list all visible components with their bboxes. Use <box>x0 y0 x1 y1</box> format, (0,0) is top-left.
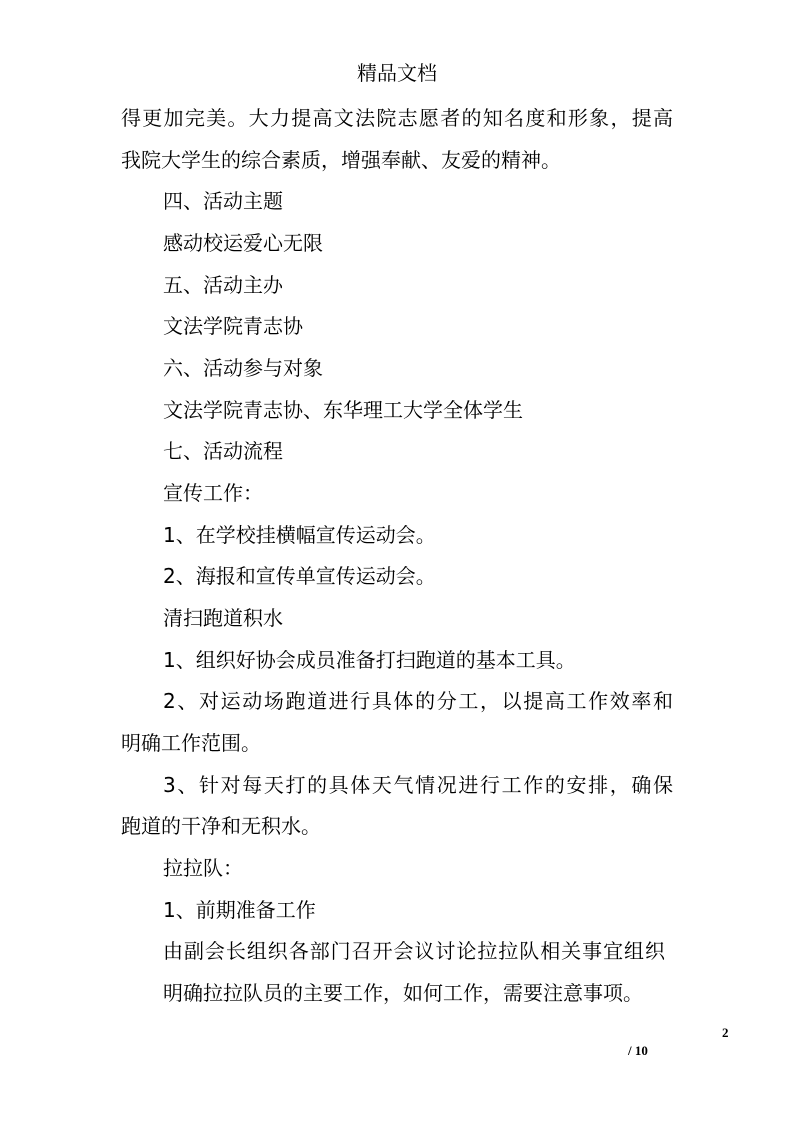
section-heading: 四、活动主题 <box>163 189 283 213</box>
section-heading: 六、活动参与对象 <box>163 356 323 380</box>
list-item: 2、海报和宣传单宣传运动会。 <box>163 564 436 588</box>
list-item: 2、对运动场跑道进行具体的分工，以提高工作效率和 <box>163 689 673 713</box>
list-item: 1、前期准备工作 <box>163 898 316 922</box>
subheading: 拉拉队： <box>163 856 243 880</box>
list-item: 3、针对每天打的具体天气情况进行工作的安排，确保 <box>163 773 673 797</box>
paragraph-line: 感动校运爱心无限 <box>163 231 323 255</box>
page-total: / 10 <box>628 1043 648 1058</box>
paragraph-line: 文法学院青志协 <box>163 314 303 338</box>
paragraph-line: 由副会长组织各部门召开会议讨论拉拉队相关事宜组织 <box>163 939 665 963</box>
paragraph-line: 明确工作范围。 <box>121 731 261 755</box>
paragraph-line: 文法学院青志协、东华理工大学全体学生 <box>163 398 523 422</box>
paragraph-line: 得更加完美。大力提高文法院志愿者的知名度和形象，提高 <box>121 106 673 130</box>
section-heading: 五、活动主办 <box>163 273 283 297</box>
page-number: 2 <box>722 1025 729 1040</box>
list-item: 1、在学校挂横幅宣传运动会。 <box>163 523 436 547</box>
list-item: 1、组织好协会成员准备打扫跑道的基本工具。 <box>163 648 576 672</box>
subheading: 宣传工作： <box>163 481 263 505</box>
subheading: 清扫跑道积水 <box>163 606 283 630</box>
section-heading: 七、活动流程 <box>163 439 283 463</box>
paragraph-line: 我院大学生的综合素质，增强奉献、友爱的精神。 <box>121 148 561 172</box>
page-header-title: 精品文档 <box>357 61 437 85</box>
paragraph-line: 跑道的干净和无积水。 <box>121 814 321 838</box>
paragraph-line: 明确拉拉队员的主要工作，如何工作，需要注意事项。 <box>163 981 643 1005</box>
